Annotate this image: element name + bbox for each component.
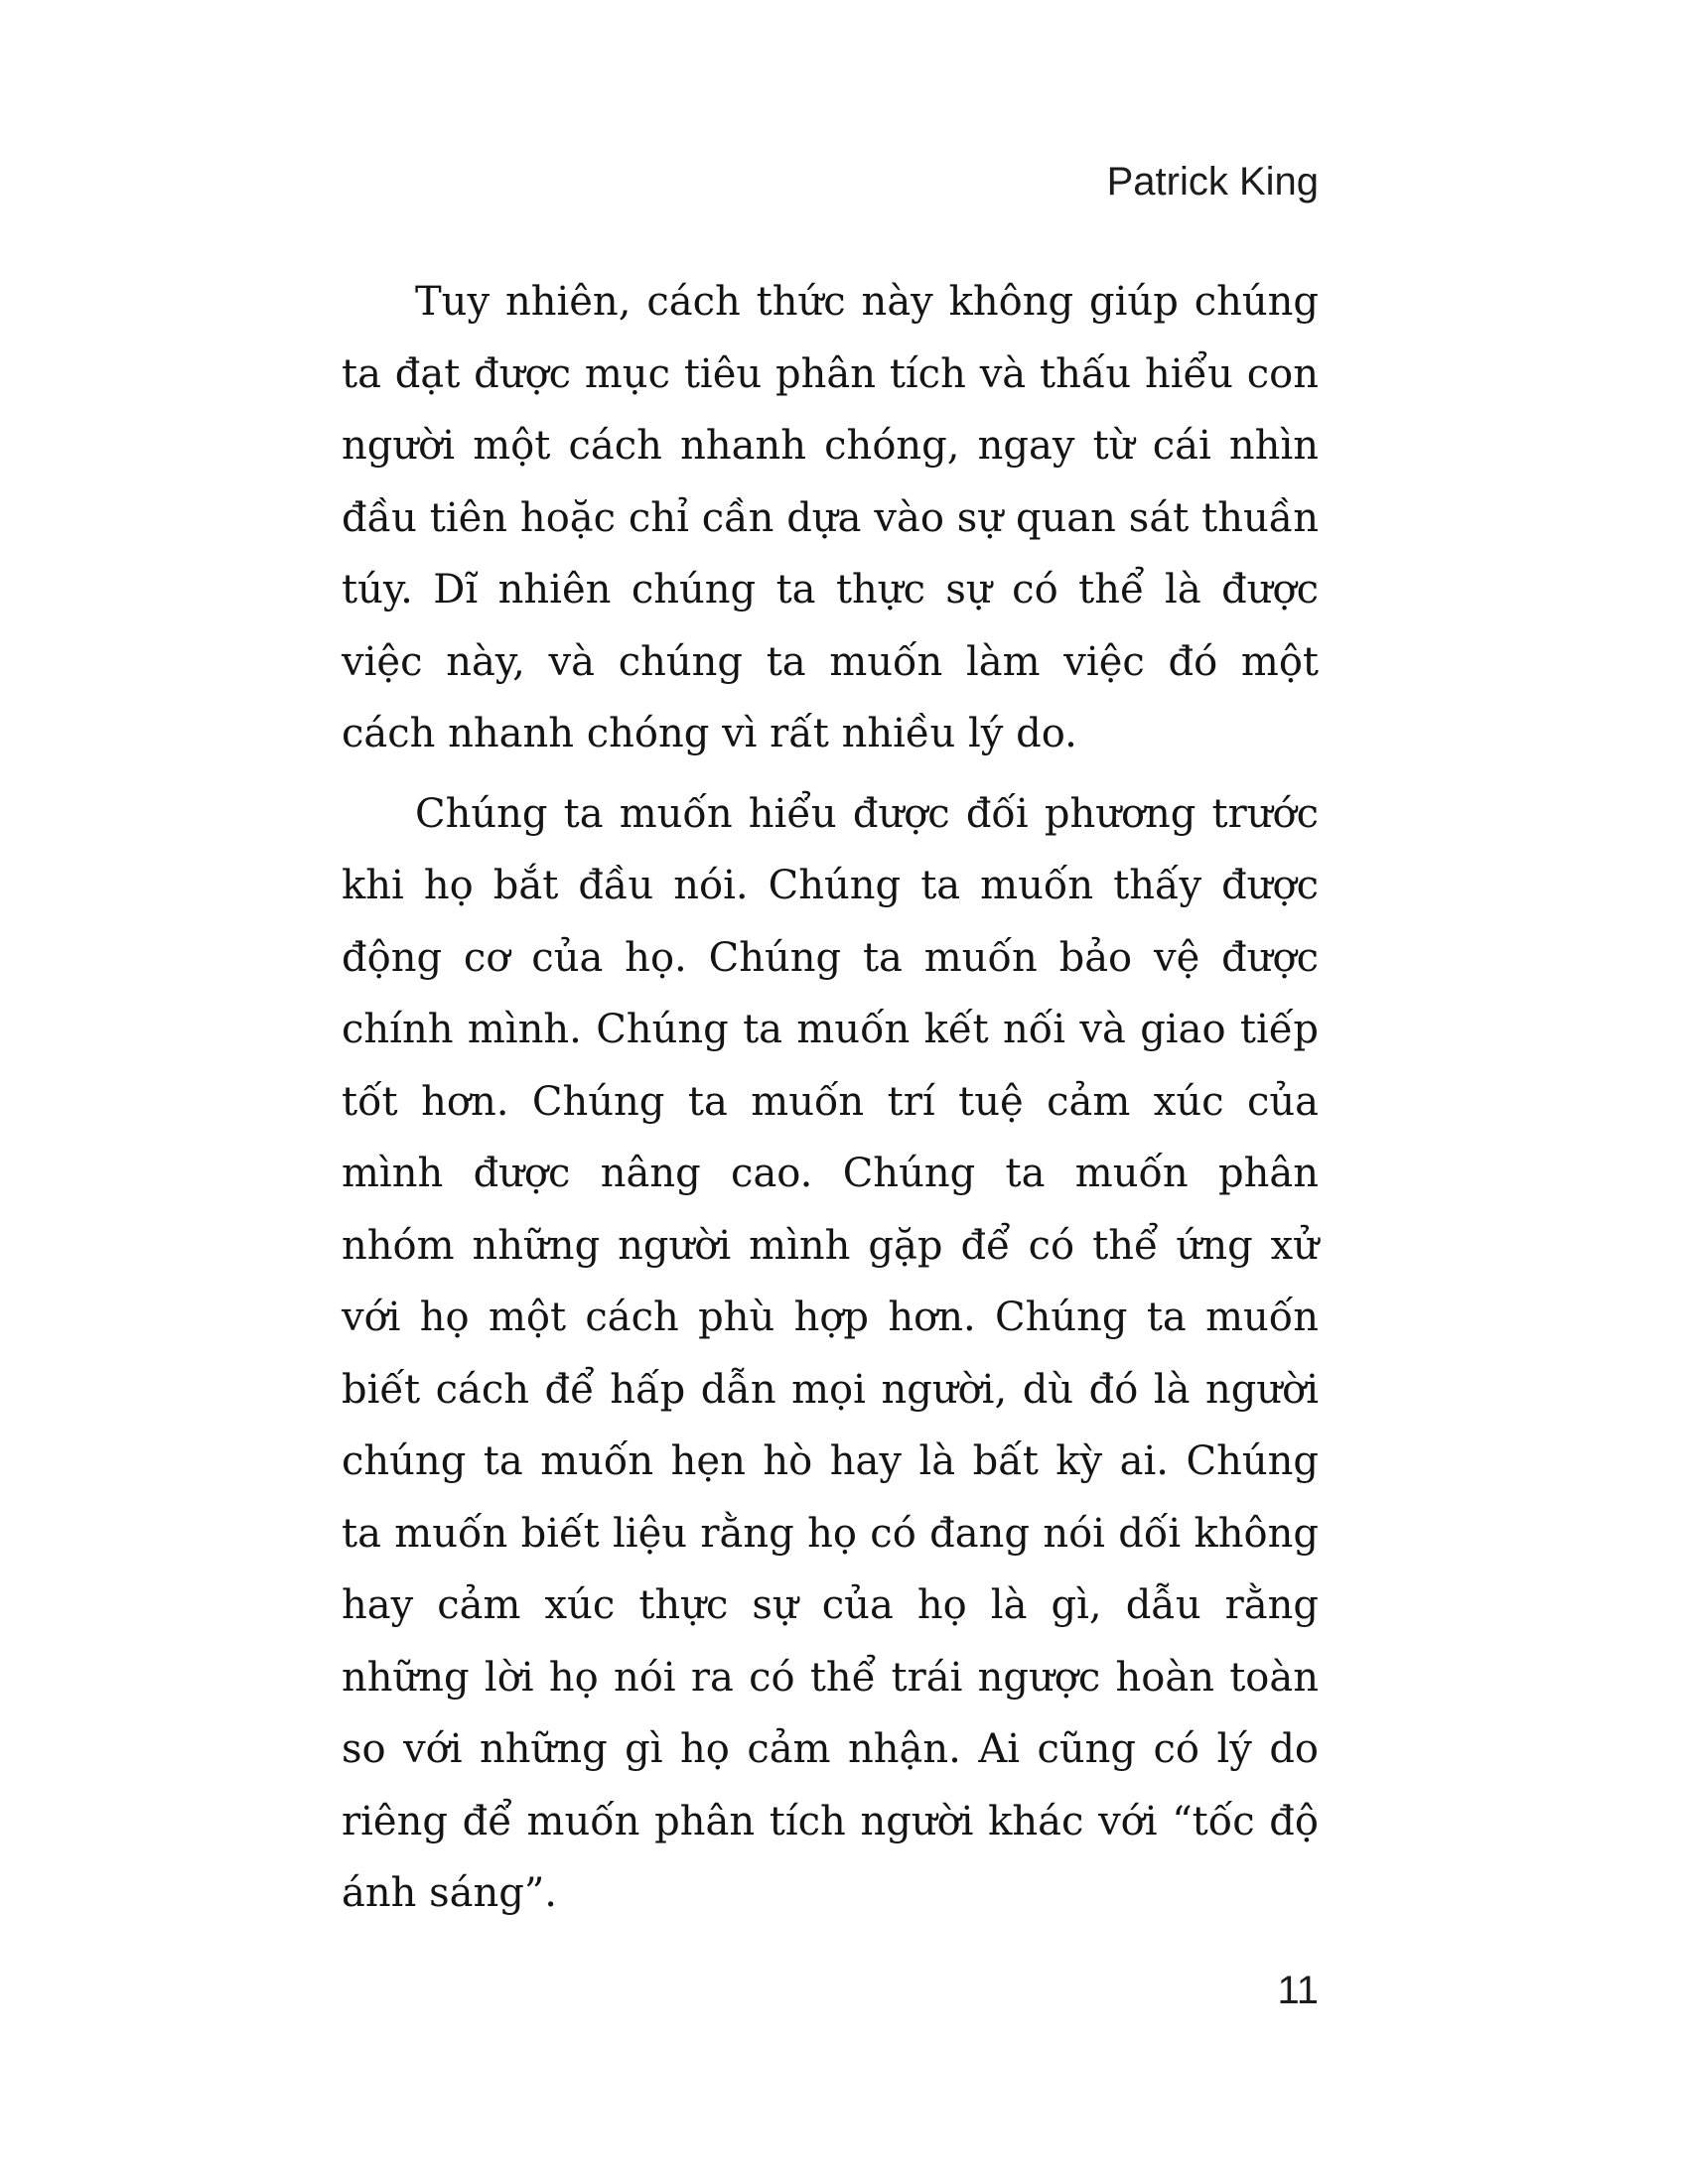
paragraph: Tuy nhiên, cách thức này không giúp chúng ta đạt được mục tiêu phân tích và thấu hiểu con người một cách nhanh chóng, ngay từ cái nhìn đầu tiên hoặc chỉ cần dựa vào sự quan sát thuần túy. Dĩ nhiên chúng ta thực sự có thể là được việc này, và chúng ta muốn làm việc đó một cách nhanh chóng vì rất nhiều lý do. — [342, 279, 1319, 756]
paragraph: Chúng ta muốn hiểu được đối phương trước khi họ bắt đầu nói. Chúng ta muốn thấy được động cơ của họ. Chúng ta muốn bảo vệ được chính mình. Chúng ta muốn kết nối và giao tiếp tốt hơn. Chúng ta muốn trí tuệ cảm xúc của mình được nâng cao. Chúng ta muốn phân nhóm những người mình gặp để có thể ứng xử với họ một cách phù hợp hơn. Chúng ta muốn biết cách để hấp dẫn mọi người, dù đó là người chúng ta muốn hẹn hò hay là bất kỳ ai. Chúng ta muốn biết liệu rằng họ có đang nói dối không hay cảm xúc thực sự của họ là gì, dẫu rằng những lời họ nói ra có thể trái ngược hoàn toàn so với những gì họ cảm nhận. Ai cũng có lý do riêng để muốn phân tích người khác với “tốc độ ánh sáng”. — [342, 790, 1319, 1916]
running-header: Patrick King — [1106, 160, 1319, 204]
page-number: 11 — [1277, 1969, 1319, 2012]
page-body — [342, 266, 1319, 1938]
